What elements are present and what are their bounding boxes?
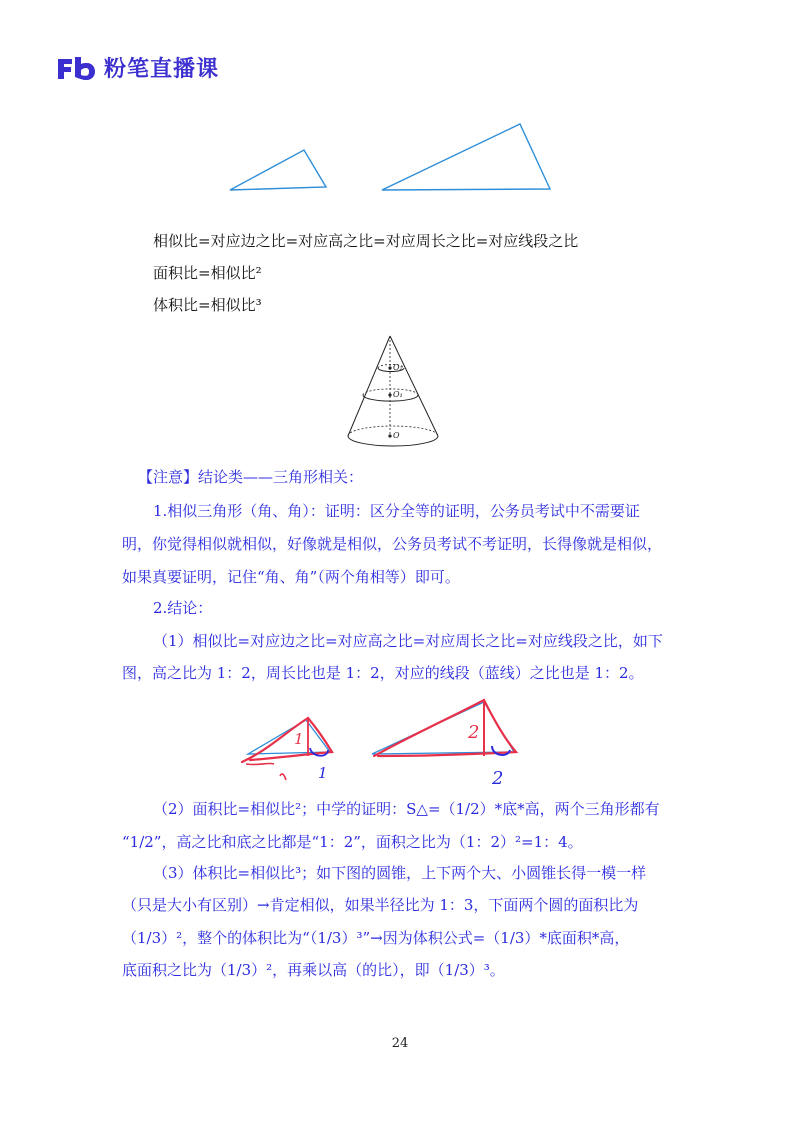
rule-area-ratio: 面积比=相似比²: [153, 264, 262, 282]
annotated-small-triangle: [248, 720, 330, 754]
note-p5-line1: （3）体积比=相似比³；如下图的圆锥，上下两个大、小圆锥长得一模一样: [153, 864, 647, 882]
page-number: 24: [391, 1036, 409, 1051]
cone-label-o: O: [393, 431, 400, 440]
fb-logo-icon: [56, 55, 96, 81]
note-p1-line3: 如果真要证明，记住“角、角”（两个角相等）即可。: [122, 568, 460, 586]
handwritten-label-large-base: 2: [492, 768, 504, 788]
small-triangle: [230, 150, 326, 190]
cone-label-o1: O₁: [393, 390, 403, 399]
note-heading: 【注意】结论类——三角形相关：: [138, 468, 364, 486]
note-p5-line2: （只是大小有区别）→肯定相似，如果半径比为 1：3，下面两个圆的面积比为: [122, 896, 639, 914]
note-p3-line1: （1）相似比=对应边之比=对应高之比=对应周长之比=对应线段之比，如下: [153, 632, 663, 650]
rule-volume-ratio: 体积比=相似比³: [153, 296, 262, 314]
handwritten-label-small-base: 1: [318, 764, 328, 782]
annotated-triangles-figure: [238, 692, 538, 788]
note-p5-line4: 底面积之比为（1/3）²，再乘以高（的比），即（1/3）³。: [122, 961, 505, 979]
rule-similarity-ratio: 相似比=对应边之比=对应高之比=对应周长之比=对应线段之比: [153, 232, 579, 250]
note-p3-line2: 图，高之比为 1：2，周长比也是 1：2，对应的线段（蓝线）之比也是 1：2。: [122, 664, 644, 682]
handwritten-label-large-height: 2: [468, 722, 480, 743]
cone-label-o2: O₂: [393, 363, 403, 372]
note-p4-line2: “1/2”，高之比和底之比都是“1：2”，面积之比为（1：2）²=1：4。: [122, 833, 583, 851]
note-p1-line1: 1.相似三角形（角、角）：证明：区分全等的证明，公务员考试中不需要证: [153, 502, 640, 520]
note-p4-line1: （2）面积比=相似比²；中学的证明：S△=（1/2）*底*高，两个三角形都有: [153, 800, 660, 818]
large-triangle: [382, 124, 550, 190]
note-p2: 2.结论：: [153, 599, 213, 617]
handwritten-label-small-height: 1: [294, 730, 304, 748]
note-p5-line3: （1/3）²，整个的体积比为“（1/3）³”→因为体积公式=（1/3）*底面积*高，: [122, 929, 630, 947]
note-p1-line2: 明，你觉得相似就相似，好像就是相似，公务员考试不考证明，长得像就是相似，: [122, 535, 663, 553]
similar-triangles-figure: [226, 120, 556, 195]
brand-name: 粉笔直播课: [104, 57, 220, 82]
cone-figure: [338, 332, 458, 452]
brand-logo: [56, 52, 219, 83]
